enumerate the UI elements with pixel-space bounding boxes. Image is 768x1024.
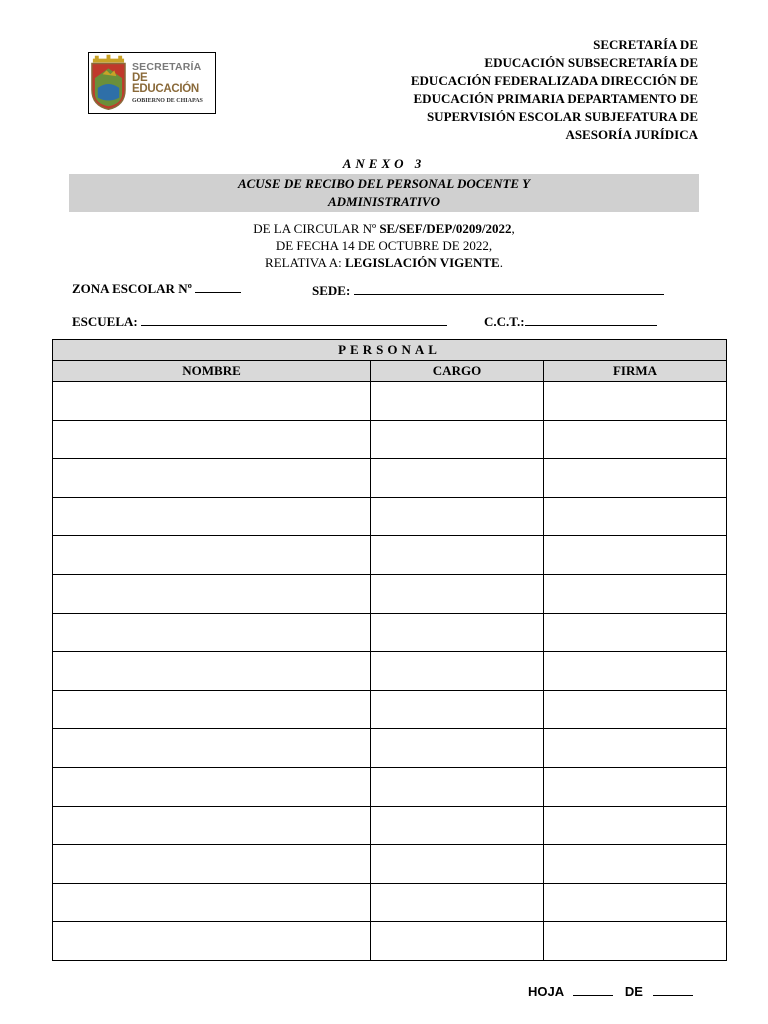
header-line: ASESORÍA JURÍDICA [565, 127, 698, 142]
table-row [53, 883, 727, 922]
hoja-blank[interactable] [573, 982, 613, 996]
annex-title: ANEXO 3 [342, 156, 426, 171]
table-row [53, 652, 727, 691]
cct-field [484, 312, 657, 330]
cargo-cell[interactable] [371, 459, 544, 498]
relativa-prefix: RELATIVA A: [265, 255, 342, 270]
table-row [53, 420, 727, 459]
table-row [53, 536, 727, 575]
nombre-cell[interactable] [53, 420, 371, 459]
cargo-cell[interactable] [371, 536, 544, 575]
cargo-cell[interactable] [371, 613, 544, 652]
cargo-cell[interactable] [371, 767, 544, 806]
hoja-label: HOJA [528, 984, 564, 999]
firma-cell[interactable] [544, 922, 727, 961]
header-line: EDUCACIÓN PRIMARIA DEPARTAMENTO DE [413, 91, 698, 106]
escuela-blank[interactable] [141, 312, 447, 326]
cargo-cell[interactable] [371, 806, 544, 845]
firma-cell[interactable] [544, 613, 727, 652]
circular-number: SE/SEF/DEP/0209/2022 [379, 221, 512, 236]
personal-table [52, 339, 727, 961]
cct-blank[interactable] [525, 312, 657, 326]
logo-line-1: SECRETARÍA [131, 61, 202, 74]
firma-cell[interactable] [544, 574, 727, 613]
personal-section-title: PERSONAL [53, 340, 727, 361]
column-header-cargo: CARGO [371, 361, 544, 382]
firma-cell[interactable] [544, 459, 727, 498]
table-row [53, 922, 727, 961]
firma-cell[interactable] [544, 690, 727, 729]
acuse-line-1: ACUSE DE RECIBO DEL PERSONAL DOCENTE Y [237, 176, 531, 191]
de-blank[interactable] [653, 982, 693, 996]
zona-escolar-label: ZONA ESCOLAR Nº [72, 281, 192, 296]
cargo-cell[interactable] [371, 922, 544, 961]
nombre-cell[interactable] [53, 806, 371, 845]
header-line: EDUCACIÓN SUBSECRETARÍA DE [484, 55, 698, 70]
nombre-cell[interactable] [53, 845, 371, 884]
table-row [53, 382, 727, 421]
nombre-cell[interactable] [53, 767, 371, 806]
firma-cell[interactable] [544, 420, 727, 459]
sede-field [312, 281, 664, 299]
sede-blank[interactable] [354, 281, 664, 295]
cargo-cell[interactable] [371, 729, 544, 768]
sede-label: SEDE: [312, 283, 351, 298]
firma-cell[interactable] [544, 382, 727, 421]
circular-date: DE FECHA 14 DE OCTUBRE DE 2022, [275, 238, 493, 253]
firma-cell[interactable] [544, 845, 727, 884]
firma-cell[interactable] [544, 806, 727, 845]
chiapas-coat-of-arms-icon [89, 54, 128, 112]
acuse-title-band [69, 174, 699, 212]
table-row [53, 497, 727, 536]
escuela-field [72, 312, 447, 330]
circular-prefix: DE LA CIRCULAR Nº [253, 221, 377, 236]
cargo-cell[interactable] [371, 690, 544, 729]
firma-cell[interactable] [544, 883, 727, 922]
nombre-cell[interactable] [53, 729, 371, 768]
nombre-cell[interactable] [53, 536, 371, 575]
cargo-cell[interactable] [371, 382, 544, 421]
nombre-cell[interactable] [53, 497, 371, 536]
firma-cell[interactable] [544, 729, 727, 768]
nombre-cell[interactable] [53, 922, 371, 961]
table-row [53, 845, 727, 884]
nombre-cell[interactable] [53, 690, 371, 729]
acuse-line-2: ADMINISTRATIVO [328, 194, 440, 209]
header-line: SECRETARÍA DE [593, 37, 698, 52]
cargo-cell[interactable] [371, 652, 544, 691]
zona-escolar-blank[interactable] [195, 279, 241, 293]
circular-reference: DE LA CIRCULAR Nº SE/SEF/DEP/0209/2022, DE FECHA 14 DE OCTUBRE DE 2022, RELATIVA A: LEGISLACIÓN VIGENTE. [69, 220, 699, 271]
cct-label: C.C.T.: [484, 314, 525, 329]
institution-header [358, 36, 698, 144]
de-label: DE [624, 984, 643, 999]
table-row [53, 806, 727, 845]
logo-secretaria-educacion [88, 52, 216, 114]
firma-cell[interactable] [544, 536, 727, 575]
logo-line-2: DE EDUCACIÓN [131, 71, 199, 96]
circular-subject: LEGISLACIÓN VIGENTE [344, 255, 500, 270]
nombre-cell[interactable] [53, 459, 371, 498]
nombre-cell[interactable] [53, 613, 371, 652]
nombre-cell[interactable] [53, 652, 371, 691]
logo-line-3: GOBIERNO DE CHIAPAS [131, 97, 203, 104]
nombre-cell[interactable] [53, 883, 371, 922]
cargo-cell[interactable] [371, 845, 544, 884]
cargo-cell[interactable] [371, 497, 544, 536]
firma-cell[interactable] [544, 767, 727, 806]
table-row [53, 690, 727, 729]
table-row [53, 459, 727, 498]
table-row [53, 729, 727, 768]
firma-cell[interactable] [544, 652, 727, 691]
table-row [53, 767, 727, 806]
column-header-firma: FIRMA [544, 361, 727, 382]
cargo-cell[interactable] [371, 420, 544, 459]
table-row [53, 574, 727, 613]
page-counter [528, 982, 693, 999]
table-row [53, 613, 727, 652]
zona-escolar-field [72, 279, 241, 297]
personal-table-body [53, 382, 727, 961]
firma-cell[interactable] [544, 497, 727, 536]
nombre-cell[interactable] [53, 382, 371, 421]
escuela-label: ESCUELA: [72, 314, 138, 329]
header-line: EDUCACIÓN FEDERALIZADA DIRECCIÓN DE [410, 73, 698, 88]
column-header-nombre: NOMBRE [53, 361, 371, 382]
header-line: SUPERVISIÓN ESCOLAR SUBJEFATURA DE [426, 109, 698, 124]
cargo-cell[interactable] [371, 883, 544, 922]
cargo-cell[interactable] [371, 574, 544, 613]
nombre-cell[interactable] [53, 574, 371, 613]
